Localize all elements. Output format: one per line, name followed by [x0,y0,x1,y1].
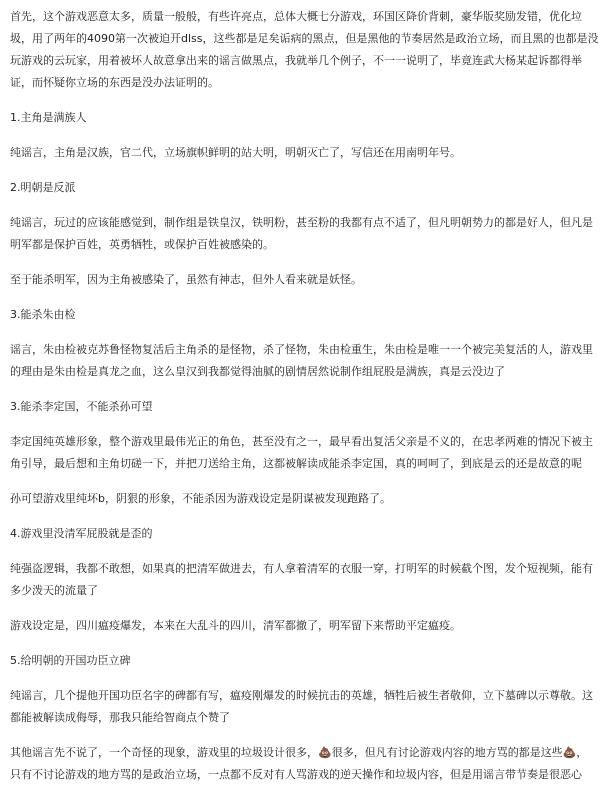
paragraph-line: 谣言，朱由检被克苏鲁怪物复活后主角杀的是怪物，杀了怪物，朱由检重生，朱由检是唯一一个被完美复活的人，游戏里 [10,343,593,356]
paragraph-line: 只有不讨论游戏的地方骂的是政治立场，一点都不反对有人骂游戏的逆天操作和垃圾内容，但是用谣言带节奏是很恶心 [10,768,582,781]
paragraph-line: 明军都是保护百姓，英勇牺牲，或保护百姓被感染的。 [10,238,274,251]
paragraph-line: 首先，这个游戏恶意太多，质量一般般，有些许亮点，总体大概七分游戏，环国区降价背刺，豪华版奖励发错，优化垃 [10,10,582,23]
paragraph-line: 圾，用了两年的4090第一次被迫开dlss，这些都是足矣诟病的黑点，但是黑他的节奏居然是政治立场，而且黑的也都是没 [10,32,599,45]
paragraph-line: 纯谣言，玩过的应该能感觉到，制作组是铁皇汉，铁明粉，甚至粉的我都有点不适了，但凡明朝势力的都是好人，但凡是 [10,216,593,229]
section-4-paragraph-extra [10,615,612,637]
section-heading-3: 3.能杀朱由检 [10,308,76,321]
paragraph-line: 的理由是朱由检是真龙之血，这么皇汉到我都觉得油腻的剧情居然说制作组屁股是满族，真是云没边了 [10,365,505,378]
paragraph-line: 孙可望游戏里纯坏b，阴狠的形象，不能杀因为游戏设定是阴谋被发现跑路了。 [10,492,391,505]
paragraph-line: 至于能杀明军，因为主角被感染了，虽然有神志，但外人看来就是妖怪。 [10,273,362,286]
section-2-paragraph [10,212,612,256]
section-heading-2: 2.明朝是反派 [10,181,76,194]
paragraph-line: 玩游戏的云玩家，用着被坏人故意拿出来的谣言做黑点，我就举几个例子，不一一说明了，毕竟连武大杨某起诉都得举 [10,54,582,67]
section-heading-4: 4.游戏里没清军屁股就是歪的 [10,527,153,540]
paragraph-line: 都能被解读成侮辱，那我只能给智商点个赞了 [10,711,230,724]
section-heading-5: 5.给明朝的开国功臣立碑 [10,654,131,667]
paragraph-line: 纯强盗逻辑，我都不敢想，如果真的把清军做进去，有人拿着清军的衣服一穿，打明军的时候截个图，发个短视频，能有 [10,562,593,575]
paragraph-line: 纯谣言，主角是汉族，官二代，立场旗帜鲜明的站大明，明朝灭亡了，写信还在用南明年号。 [10,146,461,159]
section-4-paragraph [10,558,612,602]
intro-paragraph [10,6,612,94]
paragraph-line: 李定国纯英雄形象，整个游戏里最伟光正的角色，甚至没有之一，最早看出复活父亲是不义的，在忠孝两难的情况下被主 [10,435,593,448]
paragraph-line: 角引导，最后想和主角切磋一下，并把刀送给主角，这都被解读成能杀李定国，真的呵呵了，到底是云的还是故意的呢 [10,457,582,470]
section-3b-paragraph-extra [10,488,612,510]
section-2-paragraph-extra [10,269,612,291]
section-3-paragraph [10,339,612,383]
section-3b-paragraph [10,431,612,475]
section-heading-1: 1.主角是满族人 [10,111,87,124]
paragraph-line: 多少泼天的流量了 [10,584,98,597]
paragraph-line: 游戏设定是，四川瘟疫爆发，本来在大乱斗的四川，清军都撤了，明军留下来帮助平定瘟疫。 [10,619,461,632]
section-1-paragraph [10,142,612,164]
paragraph-line: 其他谣言先不说了，一个奇怪的现象，游戏里的垃圾设计很多，💩很多，但凡有讨论游戏内容的地方骂的都是这些💩， [10,746,588,759]
section-5-paragraph [10,685,612,729]
section-heading-3b: 3.能杀李定国，不能杀孙可望 [10,400,153,413]
paragraph-line: 纯谣言，几个提他开国功臣名字的碑都有写，瘟疫刚爆发的时候抗击的英雄，牺牲后被生者敬仰，立下墓碑以示尊敬。这 [10,689,593,702]
paragraph-line: 证，而怀疑你立场的东西是没办法证明的。 [10,76,219,89]
closing-paragraph [10,742,612,786]
